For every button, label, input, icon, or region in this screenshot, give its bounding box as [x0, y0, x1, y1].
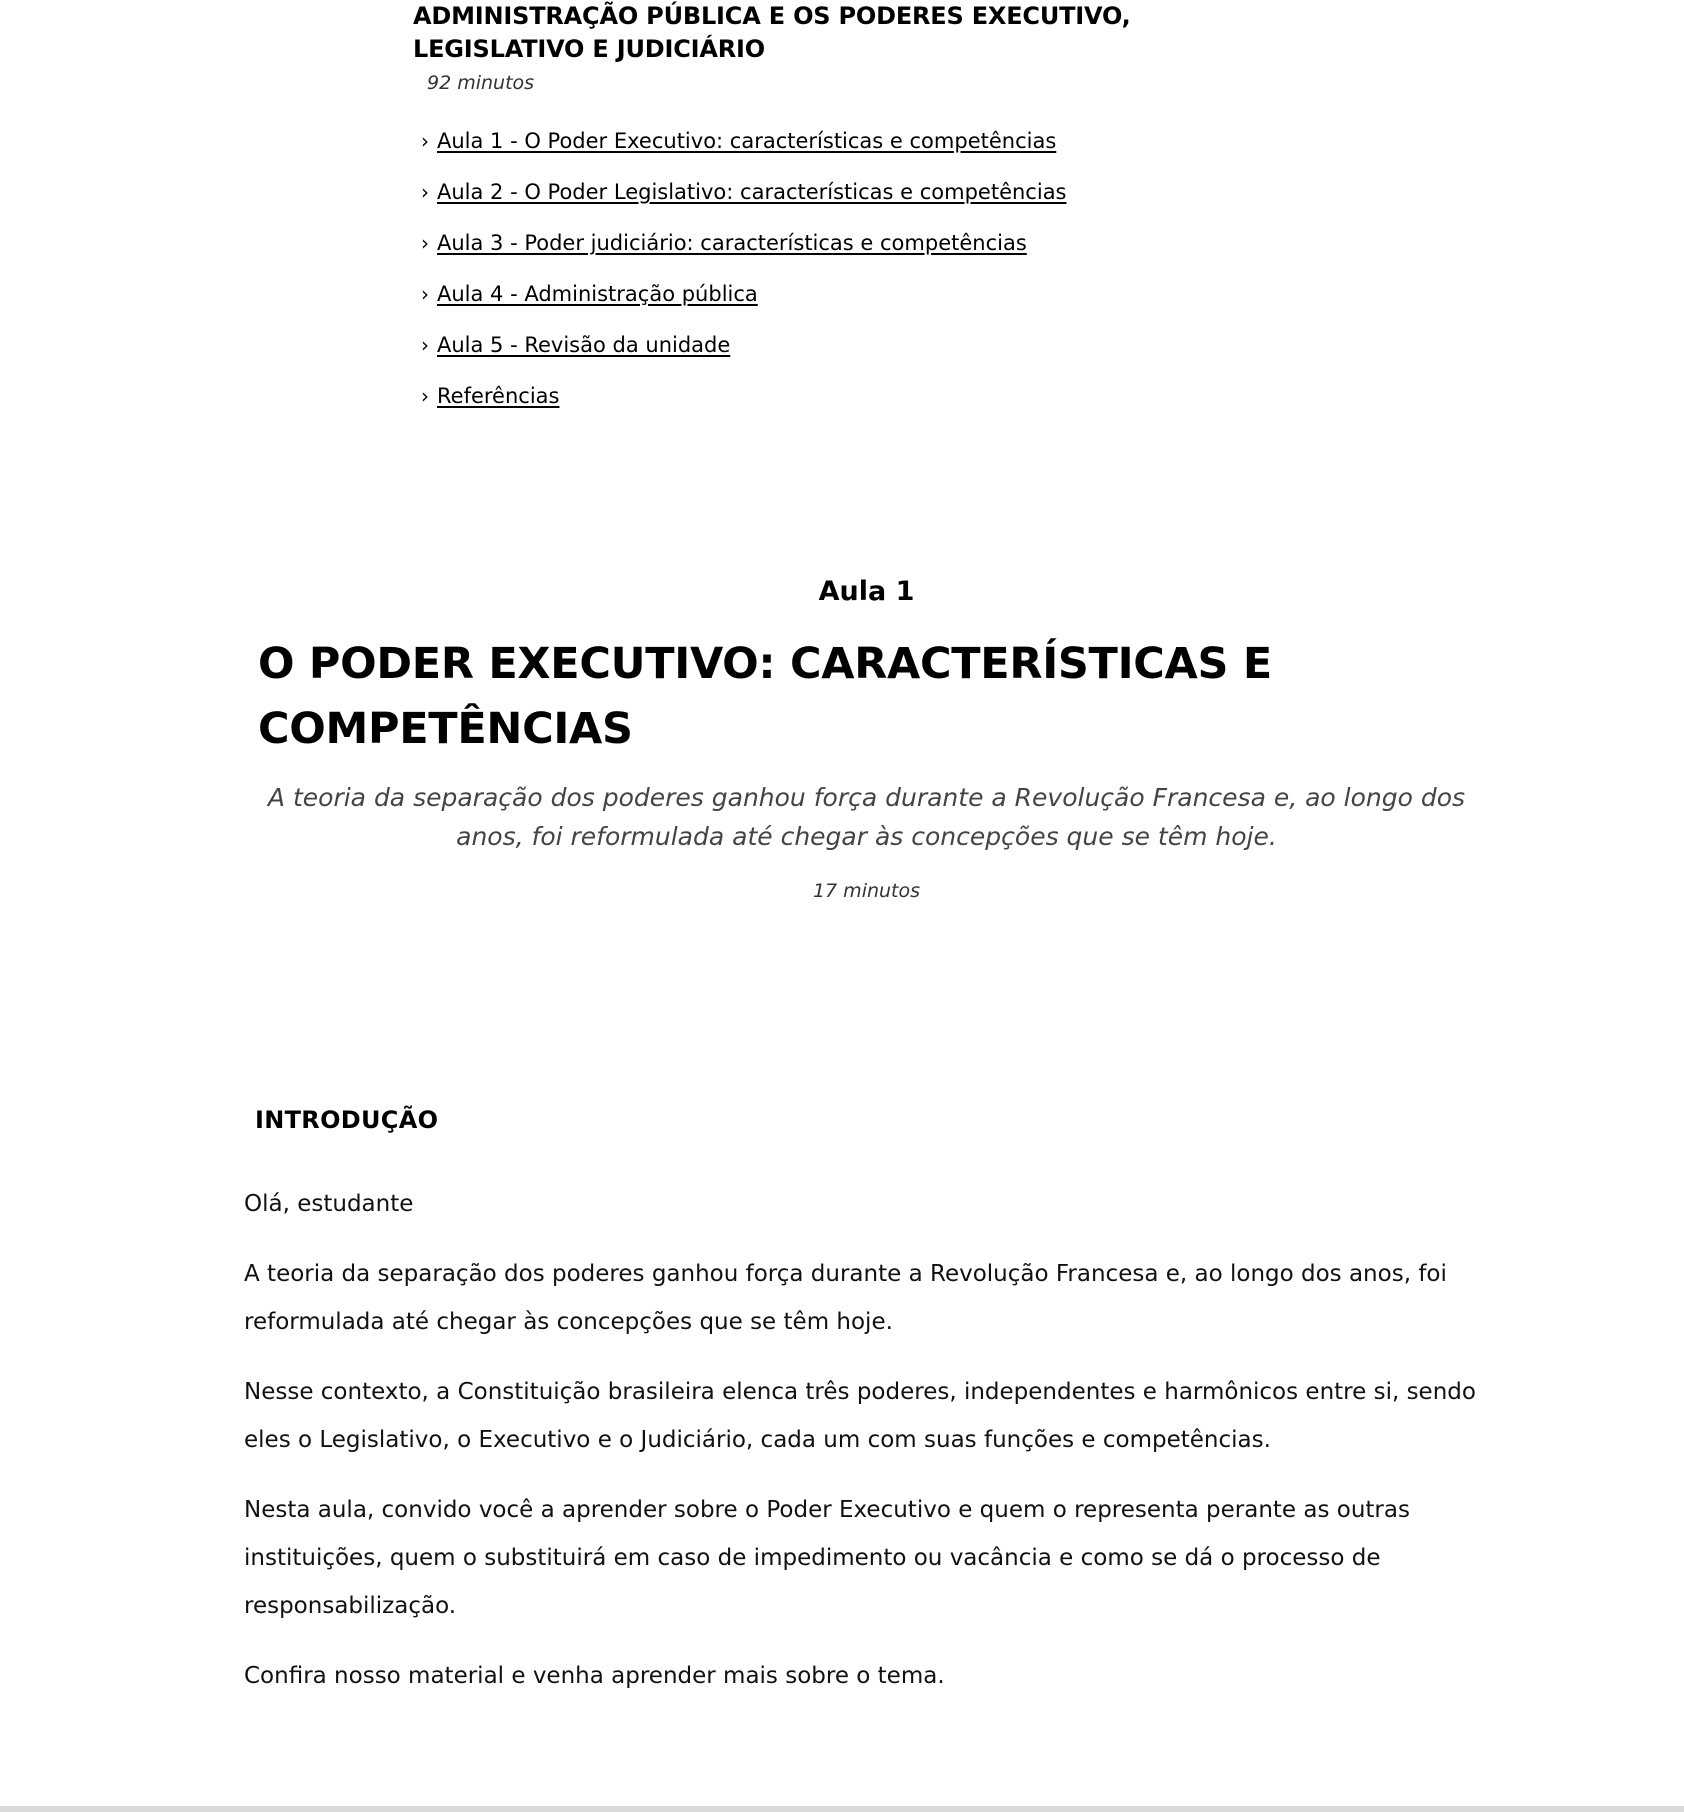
toc-link-aula-5[interactable]: Aula 5 - Revisão da unidade — [437, 333, 731, 357]
toc-item-aula-2 — [421, 177, 1067, 228]
chevron-right-icon: › — [421, 333, 429, 357]
toc-link-referencias[interactable]: Referências — [437, 384, 560, 408]
toc-link-aula-4[interactable]: Aula 4 - Administração pública — [437, 282, 758, 306]
chevron-right-icon: › — [421, 282, 429, 306]
unit-title-line-2: LEGISLATIVO E JUDICIÁRIO — [413, 35, 765, 63]
toc-item-aula-1 — [421, 126, 1067, 177]
unit-title — [413, 0, 1173, 66]
chevron-right-icon: › — [421, 180, 429, 204]
chevron-right-icon: › — [421, 231, 429, 255]
unit-duration: 92 minutos — [427, 72, 535, 94]
intro-heading: INTRODUÇÃO — [255, 1106, 439, 1134]
bottom-scroll-edge — [0, 1806, 1684, 1812]
unit-title-line-1: ADMINISTRAÇÃO PÚBLICA E OS PODERES EXECUTIVO, — [413, 2, 1131, 30]
intro-paragraph-greeting: Olá, estudante — [244, 1191, 414, 1217]
toc-item-referencias — [421, 381, 1067, 432]
chevron-right-icon: › — [421, 384, 429, 408]
lesson-title-line-1: O PODER EXECUTIVO: CARACTERÍSTICAS E — [258, 639, 1272, 689]
lesson-duration: 17 minutos — [812, 880, 921, 902]
toc-link-aula-1[interactable]: Aula 1 - O Poder Executivo: características e competências — [437, 129, 1057, 153]
toc-link-aula-2[interactable]: Aula 2 - O Poder Legislativo: características e competências — [437, 180, 1067, 204]
lesson-subtitle: A teoria da separação dos poderes ganhou força durante a Revolução Francesa e, ao longo dos anos, foi reformulada até chegar às concepções que se têm hoje. — [267, 783, 1466, 851]
toc-link-aula-3[interactable]: Aula 3 - Poder judiciário: características e competências — [437, 231, 1027, 255]
intro-paragraph-4: Confira nosso material e venha aprender mais sobre o tema. — [244, 1663, 945, 1689]
chevron-right-icon: › — [421, 129, 429, 153]
toc-item-aula-5 — [421, 330, 1067, 381]
lesson-kicker: Aula 1 — [818, 576, 915, 607]
unit-header — [413, 0, 1173, 94]
intro-body — [244, 1180, 1494, 1722]
intro-paragraph-2: Nesse contexto, a Constituição brasileira elenca três poderes, independentes e harmônicos entre si, sendo eles o Legislativo, o Executivo e o Judiciário, cada um com suas funções e competências. — [244, 1379, 1476, 1453]
lesson-title-line-2: COMPETÊNCIAS — [258, 704, 633, 754]
lesson-title — [258, 632, 1458, 762]
toc-item-aula-4 — [421, 279, 1067, 330]
toc-item-aula-3 — [421, 228, 1067, 279]
table-of-contents — [421, 126, 1067, 432]
intro-paragraph-1: A teoria da separação dos poderes ganhou força durante a Revolução Francesa e, ao longo dos anos, foi reformulada até chegar às concepções que se têm hoje. — [244, 1261, 1447, 1335]
intro-paragraph-3: Nesta aula, convido você a aprender sobre o Poder Executivo e quem o representa perante as outras instituições, quem o substituirá em caso de impedimento ou vacância e como se dá o processo de responsabilização. — [244, 1497, 1410, 1619]
